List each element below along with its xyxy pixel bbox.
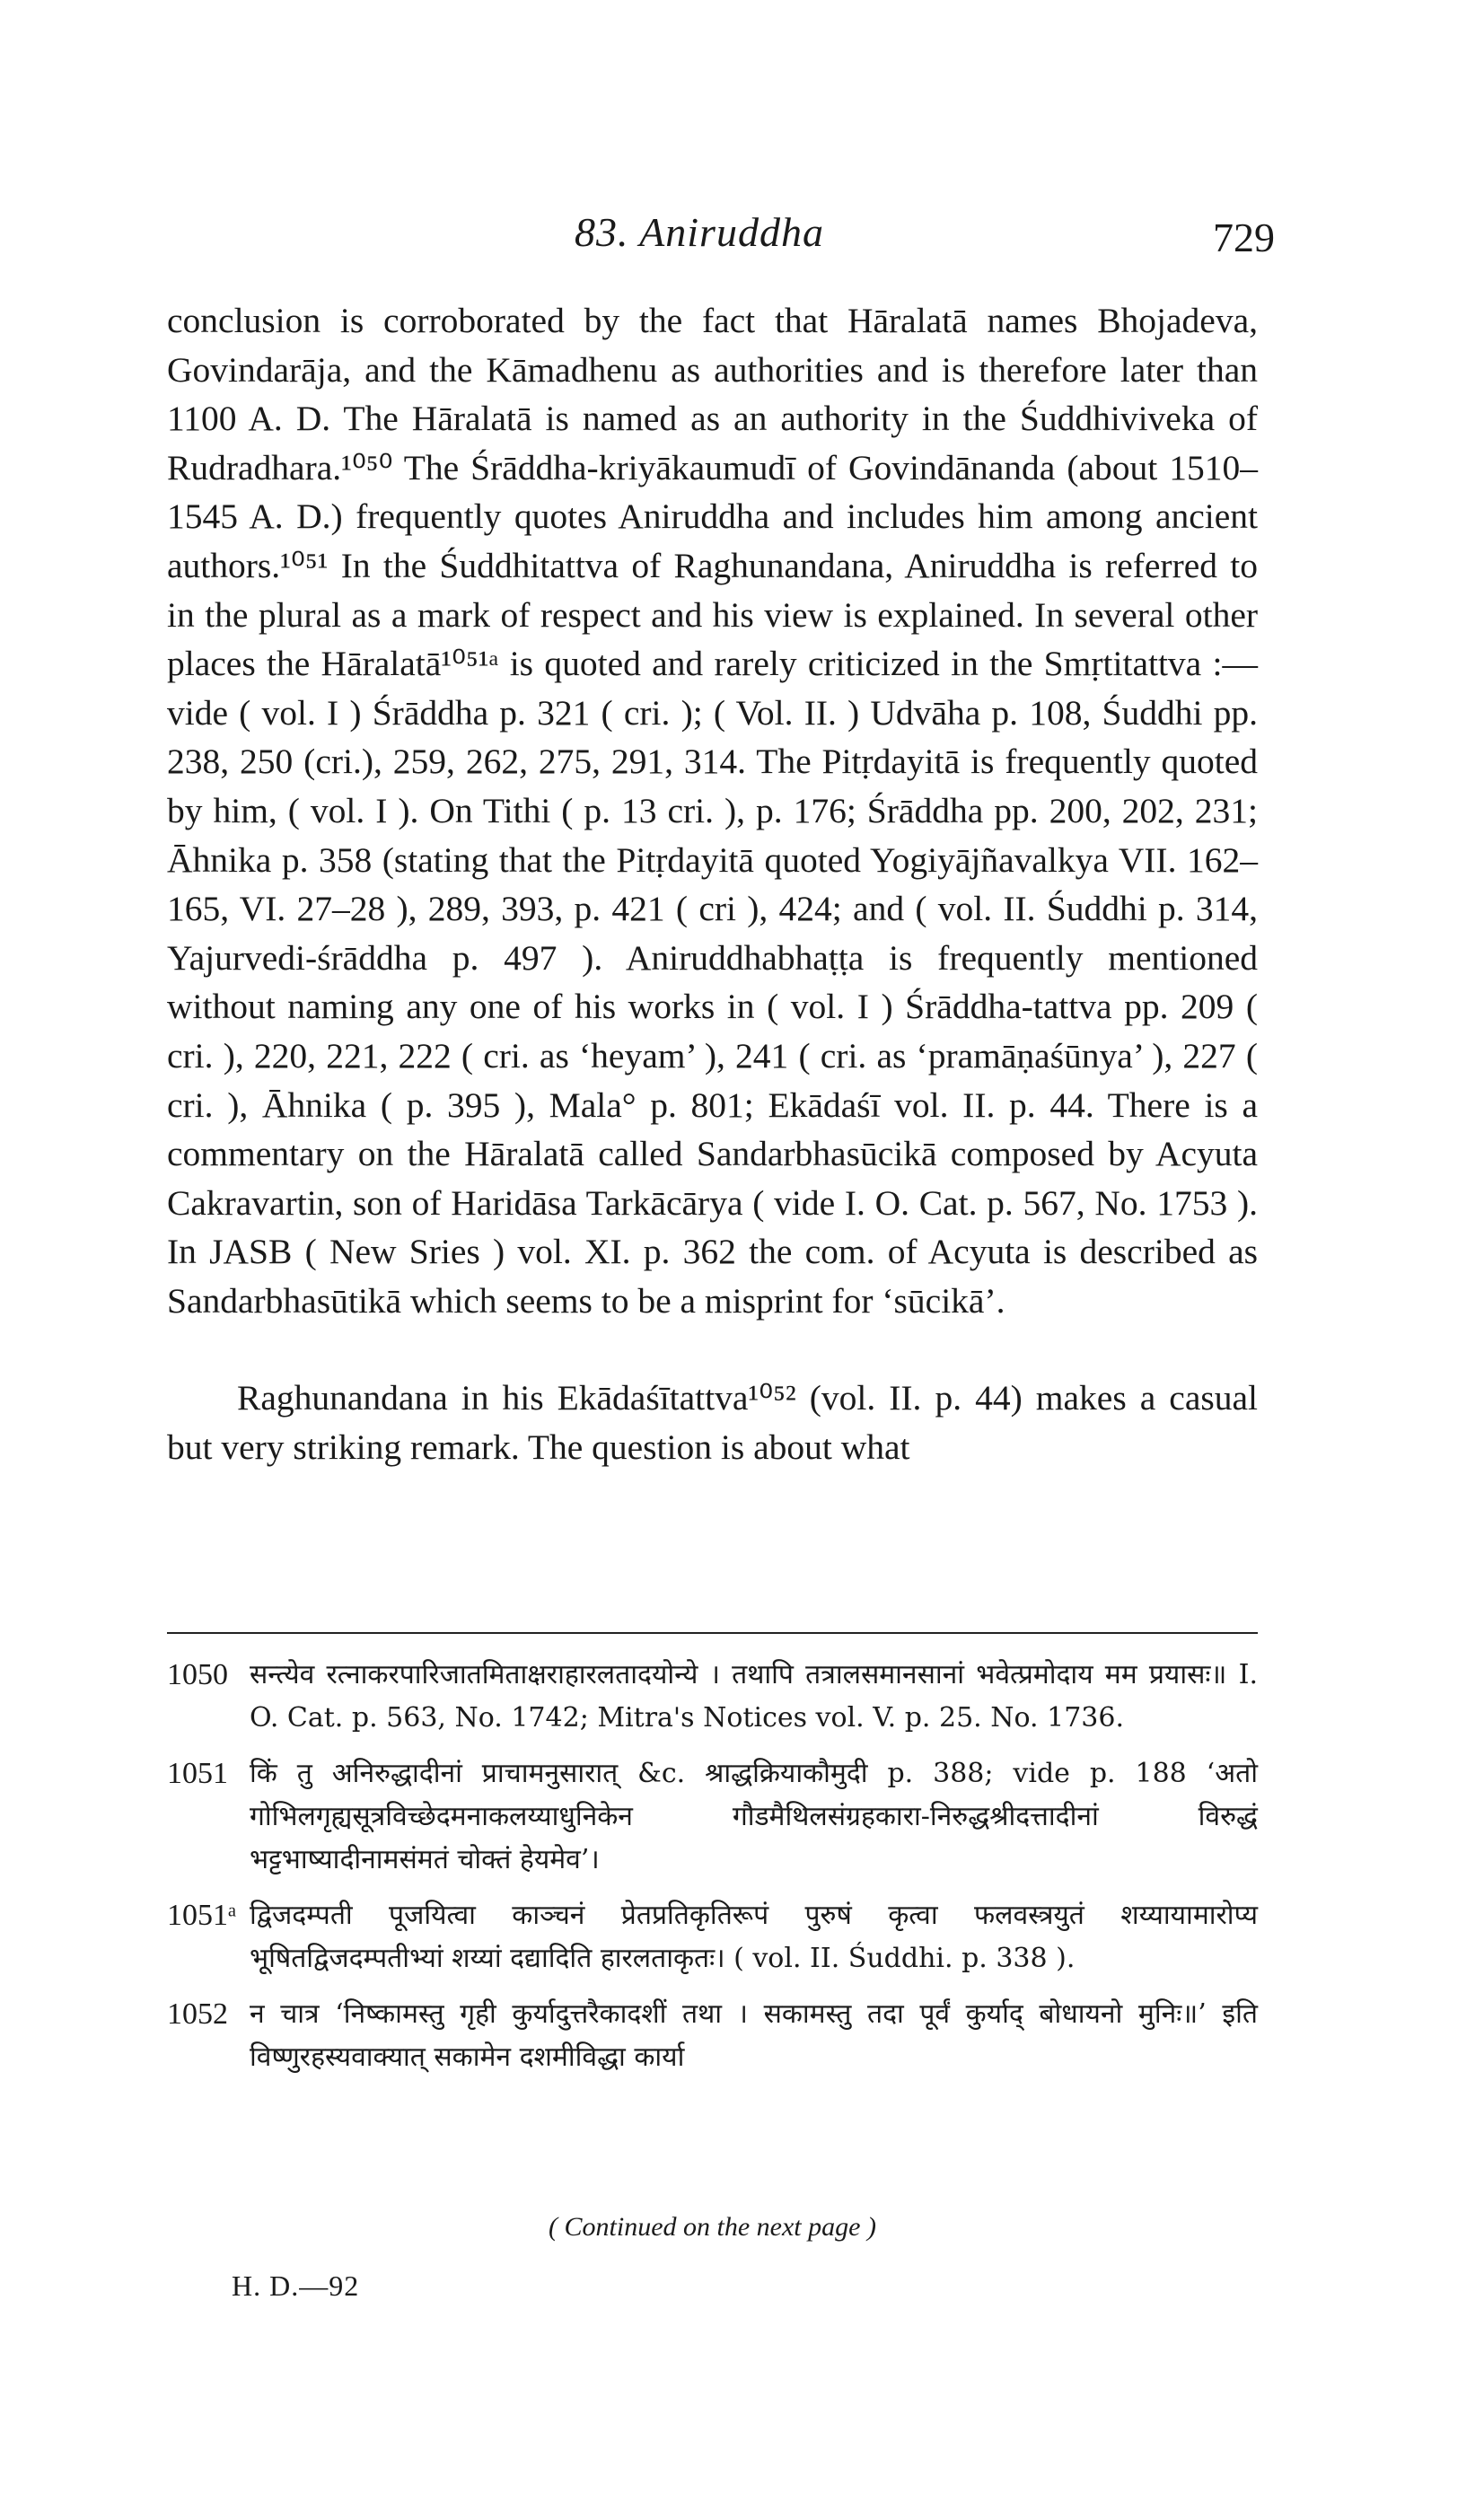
footnote-1051	[167, 1752, 1258, 1882]
footnote-text: द्विजदम्पती पूजयित्वा काञ्चनं प्रेतप्रतिकृतिरूपं पुरुषं कृत्वा फलवस्त्रयुतं शय्यायामारोप्य भूषितद्विजदम्पतीभ्यां शय्यां दद्यादिति हारलताकृतः। ( vol. II. Śuddhi. p. 338 ).	[250, 1900, 1258, 1974]
footnote-1051a	[167, 1894, 1258, 1980]
footnote-number: 1051	[167, 1757, 228, 1790]
continued-note: ( Continued on the next page )	[549, 2212, 876, 2242]
footnote-text: किं तु अनिरुद्धादीनां प्राचामनुसारात् &c. श्राद्धक्रियाकौमुदी p. 388; vide p. 188 ‘अतो गोभिलगृह्यसूत्रविच्छेदमनाकलय्याधुनिकेन गौडमैथिलसंग्रहकारा-निरुद्धश्रीदत्तादीनां विरुद्धं भट्टभाष्यादीनामसंमतं चोक्तं हेयमेव’।	[250, 1758, 1258, 1875]
footnote-number: 1051ᵃ	[167, 1899, 237, 1932]
footnotes	[167, 1654, 1258, 2092]
running-title: 83. Aniruddha	[575, 209, 824, 255]
footnote-text: न चात्र ‘निष्कामस्तु गृही कुर्यादुत्तरैकादशीं तथा । सकामस्तु तदा पूर्वं कुर्याद् बोधायनो मुनिः॥’ इति विष्णुरहस्यवाक्यात् सकामेन दशमीविद्धा कार्या	[250, 1998, 1258, 2073]
footnote-1052	[167, 1993, 1258, 2079]
footnote-divider	[167, 1632, 1258, 1634]
main-text	[167, 296, 1258, 1472]
page-number: 729	[1213, 215, 1275, 260]
footnote-1050	[167, 1654, 1258, 1740]
paragraph: conclusion is corroborated by the fact that Hāralatā names Bhojadeva, Govindarāja, and the Kāmadhenu as authorities and is therefore later than 1100 A. D. The Hāralatā is named as an authority in the Śuddhiviveka of Rudradhara.¹⁰⁵⁰ The Śrāddha-kriyākaumudī of Govindānanda (about 1510–1545 A. D.) frequently quotes Aniruddha and includes him among ancient authors.¹⁰⁵¹ In the Śuddhitattva of Raghunandana, Aniruddha is referred to in the plural as a mark of respect and his view is explained. In several other places the Hāralatā¹⁰⁵¹ᵃ is quoted and rarely criticized in the Smṛtitattva :— vide ( vol. I ) Śrāddha p. 321 ( cri. ); ( Vol. II. ) Udvāha p. 108, Śuddhi pp. 238, 250 (cri.), 259, 262, 275, 291, 314. The Pitṛdayitā is frequently quoted by him, ( vol. I ). On Tithi ( p. 13 cri. ), p. 176; Śrāddha pp. 200, 202, 231; Āhnika p. 358 (stating that the Pitṛdayitā quoted Yogiyājñavalkya VII. 162–165, VI. 27–28 ), 289, 393, p. 421 ( cri ), 424; and ( vol. II. Śuddhi p. 314, Yajurvedi-śrāddha p. 497 ). Aniruddhabhaṭṭa is frequently mentioned without naming any one of his works in ( vol. I ) Śrāddha-tattva pp. 209 ( cri. ), 220, 221, 222 ( cri. as ‘heyam’ ), 241 ( cri. as ‘pramāṇaśūnya’ ), 227 ( cri. ), Āhnika ( p. 395 ), Mala° p. 801; Ekādaśī vol. II. p. 44. There is a commentary on the Hāralatā called Sandarbhasūcikā composed by Acyuta Cakravartin, son of Haridāsa Tarkācārya ( vide I. O. Cat. p. 567, No. 1753 ). In JASB ( New Sries ) vol. XI. p. 362 the com. of Acyuta is described as Sandarbhasūtikā which seems to be a misprint for ‘sūcikā’.	[167, 301, 1258, 1321]
footnote-number: 1050	[167, 1658, 228, 1691]
page-header	[171, 208, 1275, 262]
signature-mark: H. D.—92	[232, 2269, 360, 2302]
paragraph: Raghunandana in his Ekādaśītattva¹⁰⁵² (vol. II. p. 44) makes a casual but very striking remark. The question is about what	[167, 1378, 1258, 1468]
footnote-number: 1052	[167, 1997, 228, 2031]
footnote-text: सन्त्येव रत्नाकरपारिजातमिताक्षराहारलतादयोन्ये । तथापि तत्रालसमानसानां भवेत्प्रमोदाय मम प्रयासः॥ I. O. Cat. p. 563, No. 1742; Mitra's Notices vol. V. p. 25. No. 1736.	[250, 1659, 1258, 1734]
